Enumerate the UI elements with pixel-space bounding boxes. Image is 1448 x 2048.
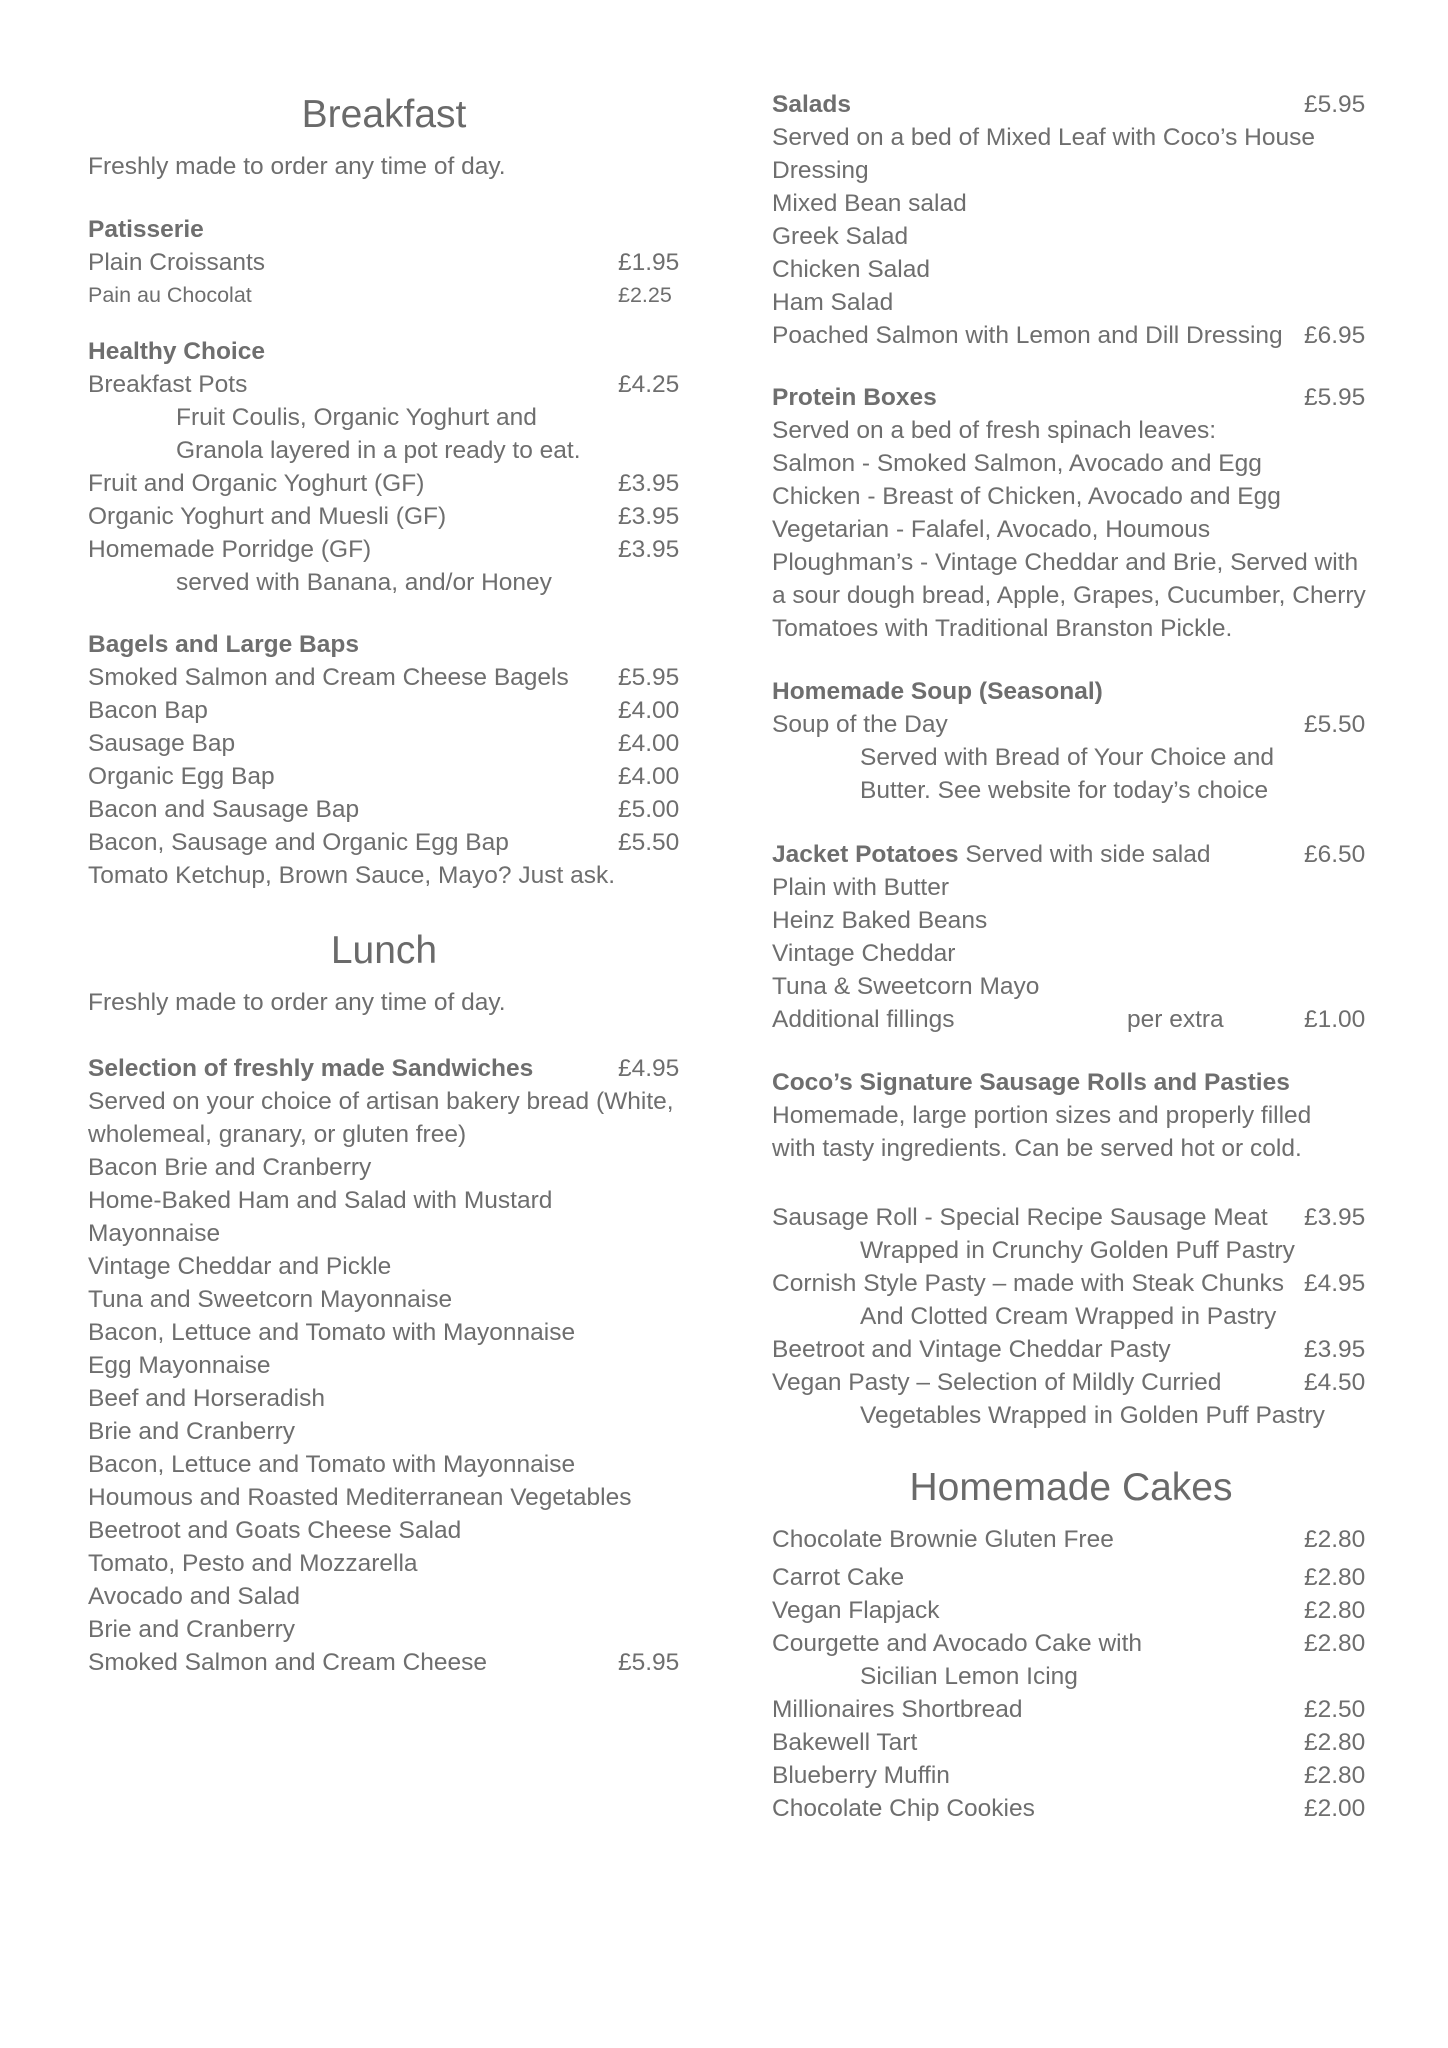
lunch-title: Lunch [330,929,438,972]
list-item: Brie and Cranberry [88,1418,295,1445]
menu-item: Soup of the Day £5.50 [772,711,1366,738]
item-description: Dressing [772,157,869,184]
salads-heading: Salads £5.95 [772,91,1366,118]
list-item: Vintage Cheddar [772,940,956,967]
menu-item: Smoked Salmon and Cream Cheese £5.95 [88,1649,680,1676]
list-item: Egg Mayonnaise [88,1352,271,1379]
list-item: Houmous and Roasted Mediterranean Vegetables [88,1484,632,1511]
menu-item: Vegan Flapjack £2.80 [772,1597,1366,1624]
item-description: Fruit Coulis, Organic Yoghurt and [176,404,537,431]
menu-item: Smoked Salmon and Cream Cheese Bagels £5.95 [88,664,680,691]
list-item: Vegetarian - Falafel, Avocado, Houmous [772,516,1211,543]
list-item: Mayonnaise [88,1220,221,1247]
cakes-title: Homemade Cakes [909,1466,1233,1509]
breakfast-intro: Freshly made to order any time of day. [88,153,506,180]
list-item: Beef and Horseradish [88,1385,325,1412]
menu-item: Chocolate Chip Cookies £2.00 [772,1795,1366,1822]
menu-item: Carrot Cake £2.80 [772,1564,1366,1591]
item-description: Granola layered in a pot ready to eat. [176,437,581,464]
item-description: Served on your choice of artisan bakery bread (White, [88,1088,674,1115]
menu-item: Vegan Pasty – Selection of Mildly Curried £4.50 [772,1369,1366,1396]
healthy-choice-heading: Healthy Choice [88,338,265,365]
list-item: Greek Salad [772,223,909,250]
menu-item: Sausage Bap £4.00 [88,730,680,757]
menu-item: Sausage Roll - Special Recipe Sausage Meat £3.95 [772,1204,1366,1231]
menu-item: Additional fillings per extra £1.00 [772,1006,1366,1033]
menu-item: Organic Yoghurt and Muesli (GF) £3.95 [88,503,680,530]
item-description: wholemeal, granary, or gluten free) [88,1121,467,1148]
menu-item: Beetroot and Vintage Cheddar Pasty £3.95 [772,1336,1366,1363]
item-description: Homemade, large portion sizes and properly filled [772,1102,1312,1129]
list-item: Ploughman’s - Vintage Cheddar and Brie, Served with [772,549,1359,576]
breakfast-title: Breakfast [301,93,467,136]
menu-item: Bacon Bap £4.00 [88,697,680,724]
list-item: Mixed Bean salad [772,190,967,217]
item-description: with tasty ingredients. Can be served hot or cold. [772,1135,1302,1162]
list-item: Ham Salad [772,289,894,316]
menu-item: Homemade Porridge (GF) £3.95 [88,536,680,563]
list-item: Home-Baked Ham and Salad with Mustard [88,1187,553,1214]
soup-heading: Homemade Soup (Seasonal) [772,678,1103,705]
list-item: Salmon - Smoked Salmon, Avocado and Egg [772,450,1262,477]
list-item: Avocado and Salad [88,1583,301,1610]
lunch-intro: Freshly made to order any time of day. [88,989,506,1016]
item-description: Sicilian Lemon Icing [860,1663,1078,1690]
list-item: Tuna and Sweetcorn Mayonnaise [88,1286,453,1313]
menu-item: Courgette and Avocado Cake with £2.80 [772,1630,1366,1657]
list-item: Tomatoes with Traditional Branston Pickle. [772,615,1233,642]
menu-item: Cornish Style Pasty – made with Steak Chunks £4.95 [772,1270,1366,1297]
list-item: Bacon Brie and Cranberry [88,1154,372,1181]
list-item: Chicken - Breast of Chicken, Avocado and Egg [772,483,1281,510]
condiments-note: Tomato Ketchup, Brown Sauce, Mayo? Just ask. [88,862,616,889]
menu-item: Fruit and Organic Yoghurt (GF) £3.95 [88,470,680,497]
item-description: Vegetables Wrapped in Golden Puff Pastry [860,1402,1325,1429]
list-item: Brie and Cranberry [88,1616,295,1643]
menu-item: Poached Salmon with Lemon and Dill Dressing £6.95 [772,322,1366,349]
menu-item: Organic Egg Bap £4.00 [88,763,680,790]
list-item: Chicken Salad [772,256,930,283]
menu-item: Blueberry Muffin £2.80 [772,1762,1366,1789]
menu-item: Bakewell Tart £2.80 [772,1729,1366,1756]
list-item: Tomato, Pesto and Mozzarella [88,1550,418,1577]
item-description: Butter. See website for today’s choice [860,777,1269,804]
item-description: Served on a bed of Mixed Leaf with Coco’s House [772,124,1315,151]
menu-item: Millionaires Shortbread £2.50 [772,1696,1366,1723]
bagels-heading: Bagels and Large Baps [88,631,359,658]
list-item: Bacon, Lettuce and Tomato with Mayonnaise [88,1319,576,1346]
item-description: And Clotted Cream Wrapped in Pastry [860,1303,1277,1330]
list-item: Served on a bed of fresh spinach leaves: [772,417,1217,444]
list-item: Bacon, Lettuce and Tomato with Mayonnaise [88,1451,576,1478]
list-item: Vintage Cheddar and Pickle [88,1253,392,1280]
menu-item: Pain au Chocolat £2.25 [88,283,672,307]
item-description: Served with Bread of Your Choice and [860,744,1275,771]
list-item: Beetroot and Goats Cheese Salad [88,1517,462,1544]
list-item: Tuna & Sweetcorn Mayo [772,973,1040,1000]
item-description: Wrapped in Crunchy Golden Puff Pastry [860,1237,1295,1264]
item-description: served with Banana, and/or Honey [176,569,552,596]
sandwiches-heading: Selection of freshly made Sandwiches £4.95 [88,1055,680,1082]
protein-boxes-heading: Protein Boxes £5.95 [772,384,1366,411]
menu-item: Chocolate Brownie Gluten Free £2.80 [772,1526,1366,1553]
jacket-potatoes-heading: Jacket Potatoes Served with side salad £6.50 [772,841,1366,868]
menu-item: Breakfast Pots £4.25 [88,371,680,398]
patisserie-heading: Patisserie [88,216,204,243]
list-item: a sour dough bread, Apple, Grapes, Cucumber, Cherry [772,582,1366,609]
menu-item: Bacon, Sausage and Organic Egg Bap £5.50 [88,829,680,856]
list-item: Heinz Baked Beans [772,907,988,934]
rolls-heading: Coco’s Signature Sausage Rolls and Pasties [772,1069,1290,1096]
list-item: Plain with Butter [772,874,950,901]
menu-item: Bacon and Sausage Bap £5.00 [88,796,680,823]
menu-item: Plain Croissants £1.95 [88,249,680,276]
